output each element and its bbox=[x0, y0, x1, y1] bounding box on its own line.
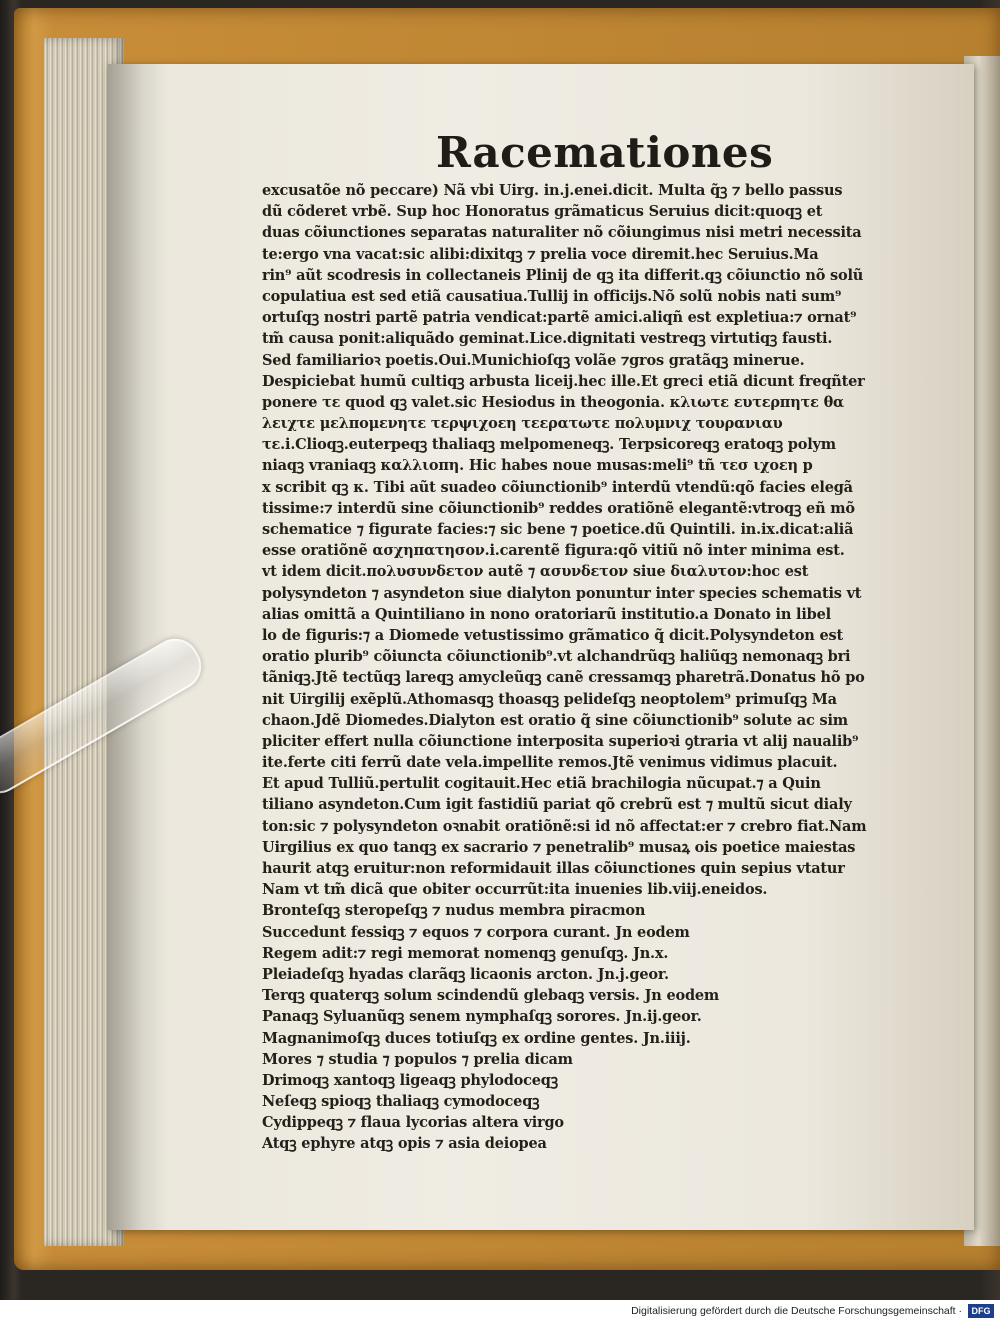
text-line: haurit atqꝫ eruitur:non reformidauit illas cõiunctiones quin sepius vtatur bbox=[262, 860, 845, 877]
text-line: Sed familiarioꝛ poetis.Oui.Munichioſqꝫ volãe ⁊gros gratãqꝫ minerue. bbox=[262, 351, 805, 369]
text-line: Uirgilius ex quo tanqꝫ ex sacrario ⁊ penetralib⁹ musaꝝ ois poetice maiestas bbox=[262, 838, 856, 856]
text-line: x scribit qꝫ κ. Tibi aũt suadeo cõiunctionib⁹ interdũ vtendũ:qõ facies elegã bbox=[262, 478, 853, 496]
text-line: Drimoqꝫ xantoqꝫ ligeaqꝫ phylodoceqꝫ bbox=[262, 1071, 558, 1089]
text-line: Cydippeqꝫ ⁊ flaua lycorias altera virgo bbox=[262, 1114, 564, 1132]
text-line: ite.ferte citi ferrũ date vela.impellite remos.Jtẽ venimus vidimus placuit. bbox=[262, 754, 838, 772]
text-line: lo de figuris:⁊ a Diomede vetustissimo grãmatico q̃ dicit.Polysyndeton est bbox=[262, 626, 843, 644]
text-line: tãniqꝫ.Jtẽ tectũqꝫ lareqꝫ amycleũqꝫ canẽ cressamqꝫ pharetrã.Donatus hõ po bbox=[262, 669, 865, 687]
text-line: te:ergo vna vacat:sic alibi:dixitqꝫ ⁊ prelia voce diremit.hec Seruius.Ma bbox=[262, 245, 819, 263]
text-line: pliciter effert nulla cõiunctione interposita superioꝛi ꝯtraria vt alij naualib⁹ bbox=[262, 732, 859, 750]
text-line: duas cõiunctiones separatas naturaliter nõ cõiungimus nisi metri necessita bbox=[262, 224, 862, 242]
text-line: copulatiua est sed etiã causatiua.Tullij in officijs.Nõ solũ nobis nati sum⁹ bbox=[262, 287, 842, 305]
text-line: Succedunt fessiqꝫ ⁊ equos ⁊ corpora curant. Jn eodem bbox=[262, 923, 690, 941]
text-line: nit Uirgilij exẽplũ.Athomasqꝫ thoasqꝫ pelideſqꝫ neoptolem⁹ primuſqꝫ Ma bbox=[262, 690, 837, 708]
text-line: vt idem dicit.πολυσυνδετον autẽ ⁊ ασυνδετον siue διαλυτον:hoc est bbox=[262, 563, 809, 581]
text-line: Neſeqꝫ spioqꝫ thaliaqꝫ cymodoceqꝫ bbox=[262, 1093, 540, 1111]
text-line: oratio plurib⁹ cõiuncta cõiunctionib⁹.vt alchandrũqꝫ haliũqꝫ nemonaqꝫ bri bbox=[262, 648, 851, 666]
text-line: Atqꝫ ephyre atqꝫ opis ⁊ asia deiopea bbox=[262, 1135, 547, 1153]
text-line: esse oratiõnẽ ασχηπατησον.i.carentẽ figura:qõ vitiũ nõ inter minima est. bbox=[262, 542, 845, 560]
text-line: Et apud Tulliũ.pertulit cogitauit.Hec etiã brachilogia nũcupat.⁊ a Quin bbox=[262, 775, 821, 793]
text-line: Mores ⁊ studia ⁊ populos ⁊ prelia dicam bbox=[262, 1050, 573, 1068]
text-line: Magnanimoſqꝫ duces totiuſqꝫ ex ordine gentes. Jn.iiij. bbox=[262, 1029, 691, 1047]
text-line: ton:sic ⁊ polysyndeton oꝛnabit oratiõnẽ:si id nõ affectat:er ⁊ crebro fiat.Nam bbox=[262, 817, 867, 835]
text-line: λειχτε μελπομενητε τερψιχοεη τεερατωτε πολυμνιχ τουρανιαυ bbox=[262, 415, 783, 433]
text-line: tiliano asyndeton.Cum igit fastidiũ pariat qõ crebrũ est ⁊ multũ sicut dialy bbox=[262, 796, 852, 814]
text-line: Bronteſqꝫ steropeſqꝫ ⁊ nudus membra piracmon bbox=[262, 902, 646, 920]
text-line: ponere τε quod qꝫ valet.sic Hesiodus in theogonia. κλιωτε ευτερπητε θα bbox=[262, 393, 845, 411]
text-line: tissime:⁊ interdũ sine cõiunctionib⁹ reddes oratiõnẽ elegantẽ:vtroqꝫ eñ mõ bbox=[262, 499, 855, 517]
footer-bar bbox=[0, 1300, 1000, 1323]
text-line: τε.i.Clioqꝫ.euterpeqꝫ thaliaqꝫ melpomeneqꝫ. Terpsicoreqꝫ eratoqꝫ polym bbox=[262, 436, 836, 454]
text-line: Despiciebat humũ cultiqꝫ arbusta liceij.hec ille.Et greci etiã dicunt freqñter bbox=[262, 372, 865, 390]
dfg-logo: DFG bbox=[968, 1304, 994, 1318]
text-line: dũ cõderet vrbẽ. Sup hoc Honoratus grãmaticus Seruius dicit:quoqꝫ et bbox=[262, 203, 823, 221]
text-line: alias omittã a Quintiliano in nono oratoriarũ institutio.a Donato in libel bbox=[262, 605, 831, 623]
text-line: schematice ⁊ figurate facies:⁊ sic bene ⁊ poetice.dũ Quintili. in.ix.dicat:aliã bbox=[262, 521, 854, 538]
text-line: chaon.Jdẽ Diomedes.Dialyton est oratio q̃ sine cõiunctionib⁹ solute ac sim bbox=[262, 711, 848, 729]
funding-credit: Digitalisierung gefördert durch die Deutsche Forschungsgemeinschaft · bbox=[631, 1305, 962, 1317]
text-line: Pleiadeſqꝫ hyadas clarãqꝫ licaonis arcton. Jn.j.geor. bbox=[262, 965, 669, 983]
text-block bbox=[262, 180, 912, 1153]
text-line: Terqꝫ quaterqꝫ solum scindendũ glebaqꝫ versis. Jn eodem bbox=[262, 987, 720, 1005]
page-title: Racemationes bbox=[436, 128, 774, 177]
text-line: Regem adit:⁊ regi memorat nomenqꝫ genuſqꝫ. Jn.x. bbox=[262, 944, 669, 962]
text-line: Nam vt tm̃ dicã que obiter occurrũt:ita inuenies lib.viij.eneidos. bbox=[262, 881, 768, 899]
text-line: rin⁹ aũt scodresis in collectaneis Plinij de qꝫ ita differit.qꝫ cõiunctio nõ solũ bbox=[262, 266, 864, 284]
text-line: excusatõe nõ peccare) Nã vbi Uirg. in.j.enei.dicit. Multa q̃ꝫ ⁊ bello passus bbox=[262, 182, 843, 199]
text-line: Panaqꝫ Syluanũqꝫ senem nymphaſqꝫ sorores. Jn.ij.geor. bbox=[262, 1008, 702, 1026]
text-line: tm̃ causa ponit:aliquãdo geminat.Lice.dignitati vestreqꝫ virtutiqꝫ fausti. bbox=[262, 330, 833, 348]
text-line: ortuſqꝫ nostri partẽ patria vendicat:partẽ amici.aliqñ est expletiua:⁊ ornat⁹ bbox=[262, 309, 857, 327]
text-line: polysyndeton ⁊ asyndeton siue dialyton ponuntur inter species schematis vt bbox=[262, 584, 862, 602]
text-line: niaqꝫ vraniaqꝫ καλλιοπη. Hic habes noue musas:meli⁹ tñ τεσ ιχοεη p bbox=[262, 457, 813, 475]
